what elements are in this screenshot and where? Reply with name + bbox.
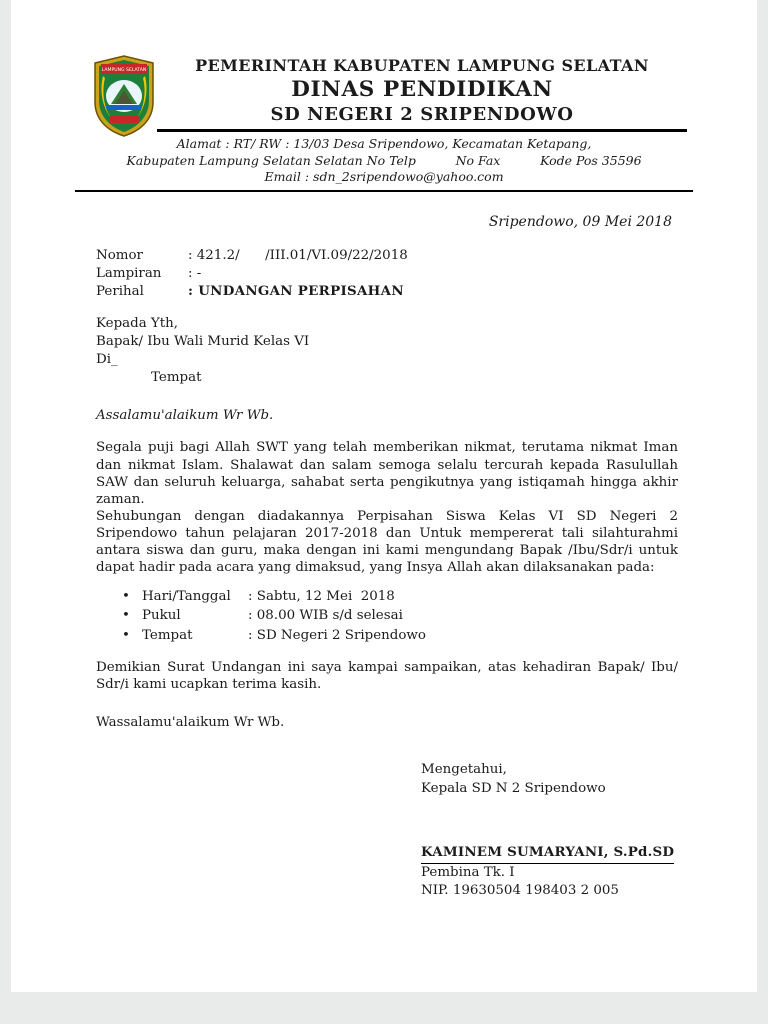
meta-value: : - xyxy=(188,266,202,282)
signature-heading: Mengetahui, xyxy=(421,762,507,778)
recipient-block xyxy=(96,315,678,386)
bullet-icon: • xyxy=(122,588,130,604)
meta-row-lampiran xyxy=(96,265,678,283)
signature-block xyxy=(421,761,678,901)
closing-paragraph: Demikian Surat Undangan ini saya kampai sampaikan, atas kehadiran Bapak/ Ibu/ Sdr/i kami ucapkan terima kasih. xyxy=(96,659,678,693)
meta-label: Lampiran xyxy=(96,266,162,282)
event-value: : 08.00 WIB s/d selesai xyxy=(248,608,403,624)
event-label: Hari/Tanggal xyxy=(142,588,231,604)
letter-body xyxy=(11,214,757,902)
recipient-line: Tempat xyxy=(151,369,202,385)
date-line: Sripendowo, 09 Mei 2018 xyxy=(488,213,672,230)
letterhead-divider xyxy=(75,190,693,192)
address-line-3: Email : sdn_2sripendowo@yahoo.com xyxy=(264,169,504,184)
body-paragraph-2: Sehubungan dengan diadakannya Perpisahan Siswa Kelas VI SD Negeri 2 Sripendowo tahun pelajaran 2017-2018 dan Untuk mempererat tali silahturahmi antara siswa dan guru, maka dengan ini kami mengundang Bapak /Ibu/Sdr/i untuk dapat hadir pada acara yang dimaksud, yang Insya Allah akan dilaksanakan pada: xyxy=(96,509,678,576)
letterhead-titles xyxy=(157,56,687,132)
recipient-line: Di_ xyxy=(96,351,118,367)
closing-salutation: Wassalamu'alaikum Wr Wb. xyxy=(96,715,285,731)
meta-label: Nomor xyxy=(96,248,143,264)
emblem-banner-text: LAMPUNG SELATAN xyxy=(101,68,147,73)
meta-value-subject: : UNDANGAN PERPISAHAN xyxy=(188,282,404,299)
event-item-time xyxy=(122,606,678,625)
meta-row-perihal xyxy=(96,283,678,301)
event-value: : Sabtu, 12 Mei 2018 xyxy=(248,588,395,604)
bullet-icon: • xyxy=(122,608,130,624)
signature-name-block xyxy=(421,843,678,901)
letterhead-school: SD NEGERI 2 SRIPENDOWO xyxy=(270,104,574,125)
opening-salutation: Assalamu'alaikum Wr Wb. xyxy=(96,408,274,424)
address-line-1: Alamat : RT/ RW : 13/03 Desa Sripendowo, Kecamatan Ketapang, xyxy=(176,136,592,151)
event-label: Pukul xyxy=(142,608,181,624)
meta-row-nomor xyxy=(96,247,678,265)
letterhead-department: DINAS PENDIDIKAN xyxy=(291,77,553,102)
letterhead-government: PEMERINTAH KABUPATEN LAMPUNG SELATAN xyxy=(195,56,649,75)
meta-label: Perihal xyxy=(96,283,144,299)
signature-name: KAMINEM SUMARYANI, S.Pd.SD xyxy=(421,843,674,864)
letterhead xyxy=(11,0,757,192)
recipient-line: Kepada Yth, xyxy=(96,316,179,332)
meta-block xyxy=(96,247,678,300)
letter-page xyxy=(11,0,757,992)
lampung-selatan-emblem-icon xyxy=(91,54,157,138)
meta-value: : 421.2/ /III.01/VI.09/22/2018 xyxy=(188,248,408,264)
recipient-line: Bapak/ Ibu Wali Murid Kelas VI xyxy=(96,334,310,350)
address-line-2: Kabupaten Lampung Selatan Selatan No Telp No Fax Kode Pos 35596 xyxy=(126,152,642,168)
bullet-icon: • xyxy=(122,627,130,643)
event-item-day xyxy=(122,587,678,606)
event-label: Tempat xyxy=(142,627,193,643)
event-value: : SD Negeri 2 Sripendowo xyxy=(248,627,426,643)
letterhead-address xyxy=(75,136,693,186)
signature-title: Kepala SD N 2 Sripendowo xyxy=(421,781,606,797)
body-paragraphs xyxy=(96,439,678,576)
signature-nip: NIP. 19630504 198403 2 005 xyxy=(421,883,619,899)
signature-rank: Pembina Tk. I xyxy=(421,864,515,880)
event-details-list xyxy=(96,587,678,645)
event-item-place xyxy=(122,626,678,645)
body-paragraph-1: Segala puji bagi Allah SWT yang telah memberikan nikmat, terutama nikmat Iman dan nikmat Islam. Shalawat dan salam semoga selalu tercurah kepada Rasulullah SAW dan seluruh keluarga, sahabat serta pengikutnya yang istiqamah hingga akhir zaman. xyxy=(96,440,678,507)
